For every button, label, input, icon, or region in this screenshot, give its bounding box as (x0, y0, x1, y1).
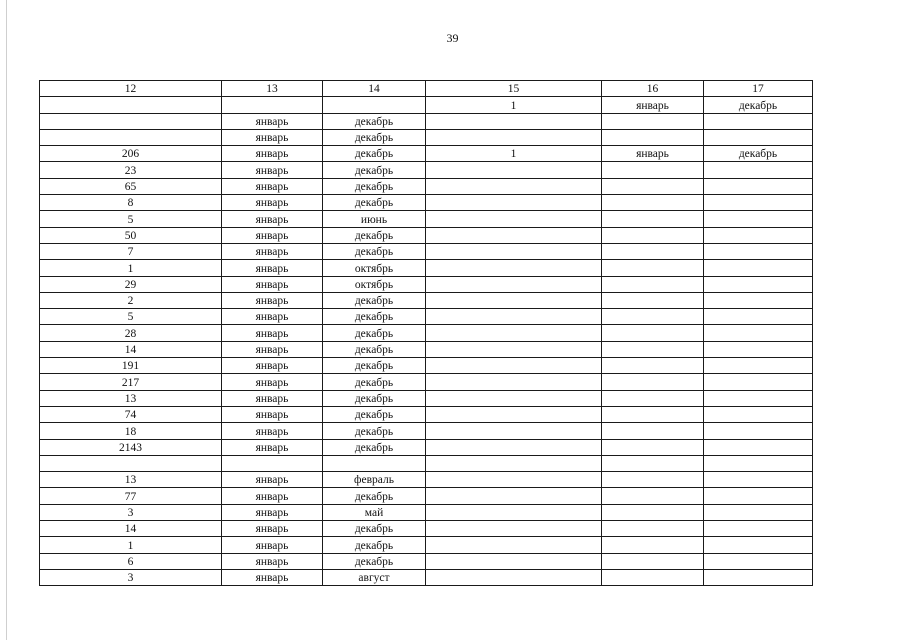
table-cell (704, 455, 813, 471)
table-cell: 74 (40, 406, 222, 422)
table-row (40, 569, 813, 585)
table-row (40, 341, 813, 357)
table-cell (704, 129, 813, 145)
table-cell (426, 162, 602, 178)
table-cell (704, 341, 813, 357)
table-cell (704, 488, 813, 504)
table-cell (602, 537, 704, 553)
table-cell: 13 (40, 390, 222, 406)
table-cell: 206 (40, 146, 222, 162)
table-cell (602, 162, 704, 178)
table-cell: 50 (40, 227, 222, 243)
table-row (40, 146, 813, 162)
table-cell (426, 390, 602, 406)
table-cell: декабрь (323, 374, 426, 390)
table-row (40, 227, 813, 243)
table-cell: 8 (40, 195, 222, 211)
table-cell: январь (602, 97, 704, 113)
table-cell (426, 195, 602, 211)
table-row (40, 178, 813, 194)
table-cell (704, 553, 813, 569)
table-row (40, 406, 813, 422)
table-cell: декабрь (323, 162, 426, 178)
table-cell: февраль (323, 472, 426, 488)
table-cell (426, 553, 602, 569)
table-cell: декабрь (704, 146, 813, 162)
table-cell: январь (222, 292, 323, 308)
table-cell (602, 521, 704, 537)
table-cell (602, 178, 704, 194)
table-cell (602, 374, 704, 390)
table-cell: 2 (40, 292, 222, 308)
table-cell: январь (222, 195, 323, 211)
table-row (40, 211, 813, 227)
column-header: 17 (704, 81, 813, 97)
table-cell (426, 178, 602, 194)
table-cell (602, 504, 704, 520)
table-cell (704, 406, 813, 422)
table-cell: январь (222, 325, 323, 341)
table-cell (426, 406, 602, 422)
table-cell: декабрь (323, 521, 426, 537)
table-cell (426, 113, 602, 129)
table-cell (704, 243, 813, 259)
table-cell (704, 358, 813, 374)
table-cell (602, 472, 704, 488)
table-row (40, 97, 813, 113)
table-cell: декабрь (323, 358, 426, 374)
table-cell (602, 406, 704, 422)
column-header: 16 (602, 81, 704, 97)
table-row (40, 276, 813, 292)
table-cell: декабрь (323, 113, 426, 129)
table-cell: январь (222, 113, 323, 129)
table-cell: январь (222, 521, 323, 537)
table-cell: 18 (40, 423, 222, 439)
page-edge-line (6, 0, 7, 640)
table-cell (426, 309, 602, 325)
table-row (40, 358, 813, 374)
table-cell: январь (222, 341, 323, 357)
table-cell (426, 129, 602, 145)
table-cell (602, 455, 704, 471)
table-cell (704, 439, 813, 455)
table-cell (426, 276, 602, 292)
table-cell (704, 195, 813, 211)
table-header-row (40, 81, 813, 97)
table-row (40, 129, 813, 145)
table-cell (704, 162, 813, 178)
table-cell (426, 537, 602, 553)
table-cell: декабрь (323, 325, 426, 341)
table-cell (426, 569, 602, 585)
table-cell: январь (222, 211, 323, 227)
table-cell (602, 292, 704, 308)
table-cell: январь (222, 374, 323, 390)
table-cell: январь (222, 406, 323, 422)
table-cell (426, 292, 602, 308)
table-cell (704, 113, 813, 129)
table-cell (323, 455, 426, 471)
table-cell: январь (222, 439, 323, 455)
table-cell: декабрь (323, 390, 426, 406)
table-cell: январь (222, 390, 323, 406)
table-cell (40, 97, 222, 113)
table-cell: январь (222, 488, 323, 504)
table-cell (426, 341, 602, 357)
table-cell (704, 504, 813, 520)
table-cell: 23 (40, 162, 222, 178)
table-cell (704, 537, 813, 553)
table-cell: 14 (40, 521, 222, 537)
data-table (39, 80, 813, 586)
table-cell (704, 309, 813, 325)
table-cell: январь (222, 260, 323, 276)
table-cell (602, 211, 704, 227)
table-cell: декабрь (323, 129, 426, 145)
table-cell: 2143 (40, 439, 222, 455)
table-row (40, 162, 813, 178)
table-cell (602, 439, 704, 455)
table-cell: май (323, 504, 426, 520)
table-cell: январь (222, 162, 323, 178)
table-cell: январь (222, 129, 323, 145)
table-cell (602, 195, 704, 211)
table-row (40, 325, 813, 341)
table-cell: январь (222, 309, 323, 325)
table-cell: январь (222, 553, 323, 569)
table-cell: 1 (40, 260, 222, 276)
table-cell: 1 (426, 97, 602, 113)
table-cell (426, 374, 602, 390)
table-cell: 191 (40, 358, 222, 374)
table-cell: 29 (40, 276, 222, 292)
table-cell (426, 472, 602, 488)
table-cell (704, 325, 813, 341)
table-cell: 5 (40, 309, 222, 325)
table-cell: 3 (40, 569, 222, 585)
table-row (40, 374, 813, 390)
table-cell: январь (222, 569, 323, 585)
table-row (40, 292, 813, 308)
table-cell: декабрь (323, 195, 426, 211)
column-header: 12 (40, 81, 222, 97)
table-row (40, 260, 813, 276)
table-cell (602, 260, 704, 276)
table-cell: декабрь (323, 406, 426, 422)
table-cell: 1 (40, 537, 222, 553)
table-row (40, 537, 813, 553)
table-cell: декабрь (323, 488, 426, 504)
table-cell: октябрь (323, 276, 426, 292)
table-row (40, 472, 813, 488)
table-cell (602, 243, 704, 259)
table-cell (426, 243, 602, 259)
table-cell (704, 178, 813, 194)
table-cell (704, 472, 813, 488)
table-cell: январь (222, 146, 323, 162)
table-cell: январь (222, 537, 323, 553)
table-body (40, 81, 813, 586)
table-cell (426, 227, 602, 243)
table-cell: 13 (40, 472, 222, 488)
table-cell (602, 569, 704, 585)
table-row (40, 423, 813, 439)
table-cell: январь (602, 146, 704, 162)
table-cell: декабрь (323, 309, 426, 325)
table-cell (426, 521, 602, 537)
table-cell (426, 504, 602, 520)
table-cell (40, 455, 222, 471)
table-cell: декабрь (323, 178, 426, 194)
table-cell (602, 358, 704, 374)
column-header: 13 (222, 81, 323, 97)
table-cell (602, 553, 704, 569)
table-cell (426, 325, 602, 341)
table-cell (602, 227, 704, 243)
table-cell: декабрь (323, 423, 426, 439)
table-cell: январь (222, 423, 323, 439)
table-cell: август (323, 569, 426, 585)
table-cell (323, 97, 426, 113)
table-cell (426, 455, 602, 471)
column-header: 15 (426, 81, 602, 97)
table-cell: январь (222, 504, 323, 520)
table-cell (426, 439, 602, 455)
table-cell (704, 292, 813, 308)
table-row (40, 309, 813, 325)
table-cell: декабрь (704, 97, 813, 113)
table-cell: январь (222, 472, 323, 488)
table-cell: декабрь (323, 243, 426, 259)
table-cell: январь (222, 358, 323, 374)
table-cell (602, 129, 704, 145)
table-cell: декабрь (323, 439, 426, 455)
table-cell (602, 309, 704, 325)
table-cell (704, 390, 813, 406)
table-cell (602, 488, 704, 504)
table-cell (704, 276, 813, 292)
table-cell (704, 569, 813, 585)
table-cell (222, 97, 323, 113)
table-row (40, 439, 813, 455)
table-cell: 14 (40, 341, 222, 357)
table-row (40, 243, 813, 259)
table-cell (602, 276, 704, 292)
table-cell: декабрь (323, 553, 426, 569)
table-cell: январь (222, 227, 323, 243)
table-cell (426, 423, 602, 439)
table-cell: декабрь (323, 537, 426, 553)
table-cell: декабрь (323, 227, 426, 243)
table-cell (222, 455, 323, 471)
table-cell (704, 521, 813, 537)
table-cell (40, 113, 222, 129)
table-cell: декабрь (323, 146, 426, 162)
table-cell (602, 423, 704, 439)
table-cell (704, 260, 813, 276)
page-number: 39 (446, 31, 459, 45)
table-row (40, 455, 813, 471)
table-row (40, 504, 813, 520)
table-cell: 1 (426, 146, 602, 162)
table-cell (704, 423, 813, 439)
table-cell: 65 (40, 178, 222, 194)
table-cell: 217 (40, 374, 222, 390)
table-row (40, 390, 813, 406)
table-row (40, 521, 813, 537)
table-cell: декабрь (323, 341, 426, 357)
table-cell (426, 211, 602, 227)
table-cell: 77 (40, 488, 222, 504)
table-cell: 6 (40, 553, 222, 569)
table-cell: январь (222, 243, 323, 259)
table-cell (602, 390, 704, 406)
table-cell: 7 (40, 243, 222, 259)
table-cell (40, 129, 222, 145)
table-cell (704, 211, 813, 227)
table-cell: 5 (40, 211, 222, 227)
table-row (40, 113, 813, 129)
table-cell (602, 341, 704, 357)
table-cell (426, 260, 602, 276)
table-cell: 3 (40, 504, 222, 520)
table-cell: октябрь (323, 260, 426, 276)
table-cell: июнь (323, 211, 426, 227)
table-cell (704, 227, 813, 243)
table-row (40, 195, 813, 211)
table-cell (602, 325, 704, 341)
table-cell: январь (222, 178, 323, 194)
table-cell (426, 358, 602, 374)
table-cell: 28 (40, 325, 222, 341)
table-cell (704, 374, 813, 390)
table-row (40, 553, 813, 569)
table-cell: январь (222, 276, 323, 292)
table-cell (426, 488, 602, 504)
table-row (40, 488, 813, 504)
table-cell: декабрь (323, 292, 426, 308)
column-header: 14 (323, 81, 426, 97)
table-cell (602, 113, 704, 129)
